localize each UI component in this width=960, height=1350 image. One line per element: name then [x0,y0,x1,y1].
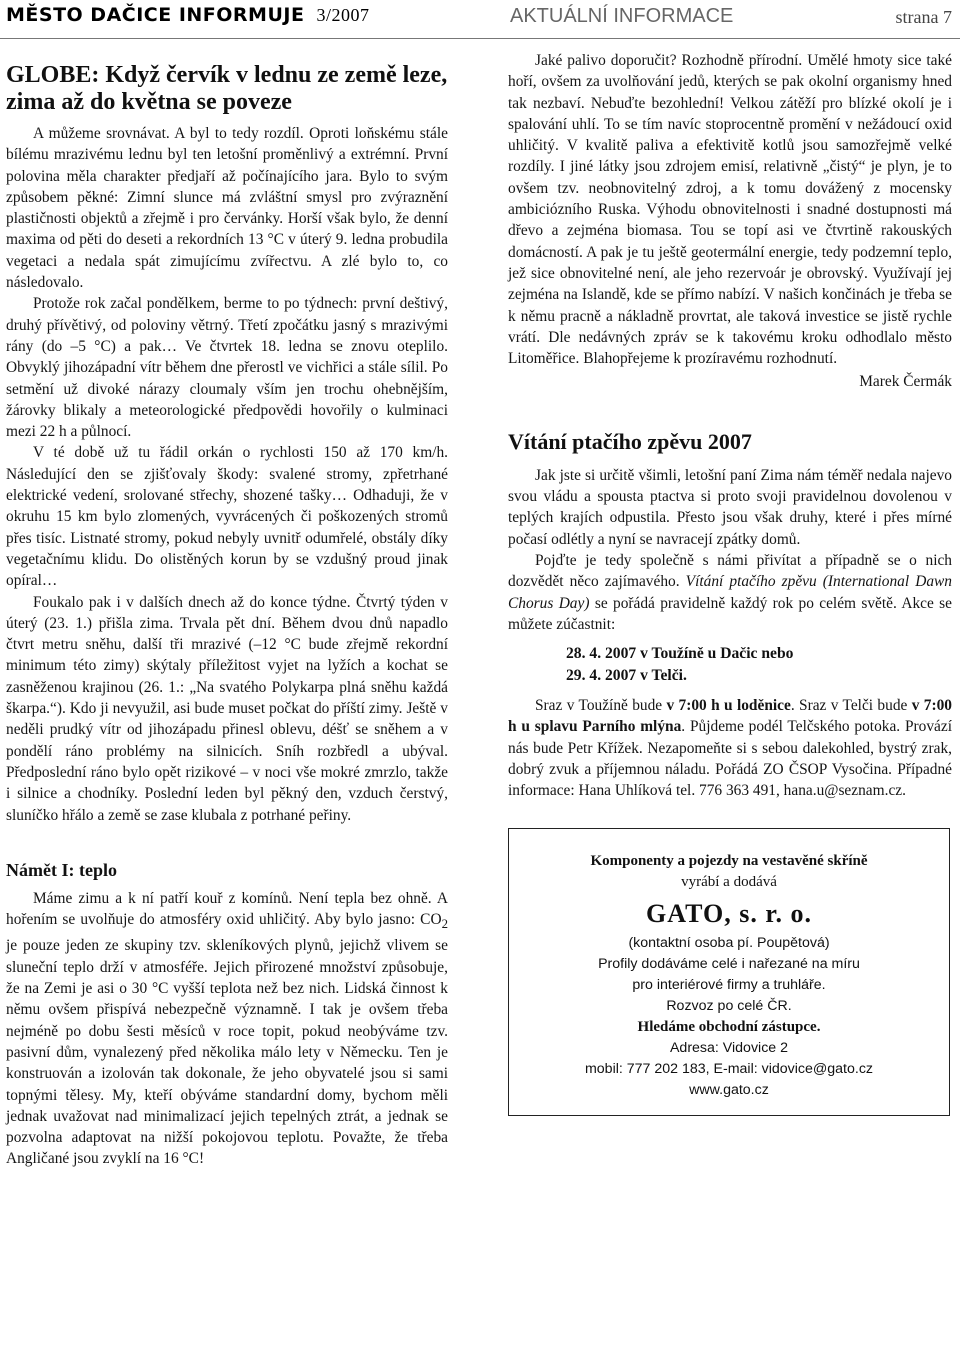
left-column [6,50,448,1170]
article-heading-teplo: Námět I: teplo [6,859,117,880]
paragraph-text: je pouze jeden ze skupiny tzv. skleníkových plynů, jejichž vlivem se sluneční teplo drží v atmosféře. Jejich přirozené množství způsobuje, že na Zemi je asi o 30 °C vyšší teplota než bez nich. Lidská činnost k němu ovšem přispívá nebezpečně významně. I tak je ovšem třeba nejméně po dobu šesti měsíců v roce topit, pokud neobýváme tzv. pasivní dům, vynalezený před několika málo lety v Německu. Ten je konstruován a izolován tak dokonale, že jeho obyvatelé jsou si sami topnými tělesy. My, kteří obýváme standardní domy, bychom měli jednak uvažovat nad minimalizací jejich tepelných ztrát, a jednak se pozvolna adaptovat na nižší pokojovou teplotu. Považte, že třeba Angličané jsou zvyklí na 16 °C! [6,937,448,1168]
advertisement-box [508,828,950,1116]
paragraph [508,550,952,635]
event-date-1: 28. 4. 2007 v Toužíně u Dačic nebo [566,645,794,663]
paragraph [508,695,952,801]
paragraph-text: . Půjdeme podél Telčského potoka. Provází nás bude Petr Křížek. Nezapomeňte si s sebou dalekohled, bystrý zrak, dobrý zvuk a příjemnou náladu. Pořádá ZO ČSOP Vysočina. Případné informace: Hana Uhlíková tel. 776 363 491, hana.u@seznam.cz. [508,718,952,800]
paragraph: A můžeme srovnávat. A byl to tedy rozdíl. Oproti loňskému stále bílému mrazivému lednu byl ten letošní proměnlivý a extrémní. První polovina měla charakter předjaří až počínajícího jara. Bylo to svým způsobem pěkné: Zimní slunce má zvláštní smysl pro zvýraznění plastičnosti objektů a zřejmě i pro červánky. Horší však bylo, že denní maxima od pěti do deseti a rekordních 13 °C v úterý 9. ledna probudila vegetaci a nedala spát zimujícímu zvířectvu. A zlé bylo to, co následovalo. [6,125,448,292]
paragraph: Jak jste si určitě všimli, letošní paní Zima nám téměř nedala najevo svou vládu a spousta ptactva si proto svoji pravidelnou dovolenou v teplých krajích odpustila. Přesto jsou však druhy, které i přes mírné počasí odlétly a nyní se navracejí zpátky domů. [508,466,952,548]
paragraph-text: Máme zimu a k ní patří kouř z komínů. Není tepla bez ohně. A hořením se uvolňuje do atmosféry oxid uhličitý. Aby bylo jasno: CO [6,889,448,929]
paragraph-text: Pojďte je tedy společně s námi přivítat a případně se o nich dozvědět něco zajímavého. [508,551,952,591]
subscript: 2 [441,917,448,932]
masthead: MĚSTO DAČICE INFORMUJE [6,4,305,26]
paragraph: Protože rok začal pondělkem, berme to po týdnech: první deštivý, druhý přívětivý, od poloviny větrný. Třetí zpočátku jasný s mrazivými rány (do –5 °C) a pak… Ve čtvrtek 18. ledna se znovu oteplilo. Obvyklý jihozápadní vítr během dne přerostl ve vichřici a stále sílil. Po setmění už divoké nárazy cloumaly vším jen trochu ohebnějším, žárovky blikaly a meteorologické předpovědi hovořily o kulminaci mezi 22 h a půlnocí. [6,295,448,441]
ad-company-name: GATO, s. r. o. [646,898,812,928]
ad-line: vyrábí a dodává [681,873,777,890]
ad-line: pro interiérové firmy a truhláře. [632,976,826,993]
ad-line: Profily dodáváme celé i nařezané na míru [598,955,860,972]
ad-line: Komponenty a pojezdy na vestavěné skříně [590,852,868,869]
ad-contact: (kontaktní osoba pí. Poupětová) [628,934,830,951]
paragraph-text: Sraz v Toužíně bude [535,697,667,715]
paragraph: Foukalo pak i v dalších dnech až do konce týdne. Čtvrtý týden v úterý (23. 1.) přišla zima. Trvala pět dní. Během dvou dnů napadlo čtvrt metru sněhu, další tři mrazivé (–12 °C bude zřejmě rekordní minimum této zimy) skýtaly příležitost vyjet na lyžích a kochat se zasněženou krajinou (26. 1.: „Na svatého Polykarpa plná sněhu každá škarpa.“). Kdo ji nevyužil, asi bude muset počkat do příští zimy. Ještě v neděli prudký vítr od jihozápadu přinesl oblevu, déšť se sněhem a v pondělí ráno problémy na silnicích. Sníh rozbředl a ubýval. Předposlední ráno bylo opět rizikové – v noci vše mokré zmrzlo, takže i silnice a chodníky. Poslední leden byl pěkný den, vzduch čerstvý, sluníčko hřálo a země se zase klubala z potrhané peřiny. [6,593,448,824]
ad-line: Hledáme obchodní zástupce. [637,1018,821,1035]
author-signature: Marek Čermák [859,373,952,391]
ad-address: Adresa: Vidovice 2 [669,1039,789,1056]
right-column [508,50,952,1116]
event-date-2: 29. 4. 2007 v Telči. [566,667,687,685]
ad-phone: mobil: 777 202 183, E-mail: vidovice@gato.cz [584,1060,874,1077]
section-title: AKTUÁLNÍ INFORMACE [510,5,734,27]
paragraph: Jaké palivo doporučit? Rozhodně přírodní. Umělé hmoty sice také hoří, ovšem za uvolňování jedů, kterých se pak okolní organismy hned tak nezbaví. Nebuďte bezohlední! Velkou zátěží pro blízké okolí je i spalování uhlí. To se tím navíc stoprocentně promění v nežádoucí oxid uhličitý. V kvalitě paliva a efektivitě kotlů jsou samozřejmě velké rozdíly. I jiné látky jsou zdrojem emisí, relativně „čistý“ je plyn, je to ovšem tzv. neobnovitelný zdroj, a k tomu dovážený z mocensky ambiciózního Ruska. Výhodu obnovitelnosti i snadné dostupnosti má dřevo a zejména biomasa. Tou se topí asi ve čtvrtině rakouských domácností. A pak je tu ještě geotermální energie, tedy podzemní teplo, jež sice obnovitelné není, ale jeho rezervoár je obrovský. Využívají jej zejména na Islandě, kde se přímo nabízí. V našich končinách je třeba se k němu pracně a nákladně provrtat, ale taková investice se jistě rychle vrátí. Dle nedávných zpráv se k takovému kroku odhodlalo město Litoměřice. Blahopřejeme k prozíravému rozhodnutí. [508,52,952,368]
meeting-point-2: v 7:00 h u splavu Parního mlýna [508,697,952,736]
paragraph [6,888,448,1170]
meeting-point-1: v 7:00 h u loděnice [666,697,791,715]
page-number: strana 7 [895,7,952,27]
article-heading-vitani: Vítání ptačího zpěvu 2007 [508,428,752,454]
event-name: Vítání ptačího zpěvu (International Dawn Chorus Day) [508,573,952,612]
newsletter-title [6,4,369,26]
ad-line: Rozvoz po celé ČR. [666,997,792,1014]
paragraph: V té době už tu řádil orkán o rychlosti 150 až 170 km/h. Následující den se zjišťovaly škody: svalené stromy, zpřetrhané elektrické vedení, srolované střechy, shozené tašky… Odhaduji, že v okruhu 15 km bylo zlomených, vyvrácených či poškozených stromů přes tisíc. Listnaté stromy, pokud nebyly uvnitř odumřelé, obstály díky vegetačnímu klidu. Do olistěných korun by se vzdušný proud jinak opíral… [6,444,448,590]
page-header [0,0,960,38]
ad-website: www.gato.cz [689,1081,769,1098]
event-dates [566,643,952,687]
issue-number: 3/2007 [316,5,370,25]
article-heading-globe: GLOBE: Když červík v lednu ze země leze, zima až do května se poveze [6,62,448,115]
header-divider [0,38,960,39]
paragraph-text: . Sraz v Telči bude [790,697,912,715]
paragraph-text: se pořádá pravidelně každý rok po celém světě. Akce se můžete zúčastnit: [508,594,952,633]
